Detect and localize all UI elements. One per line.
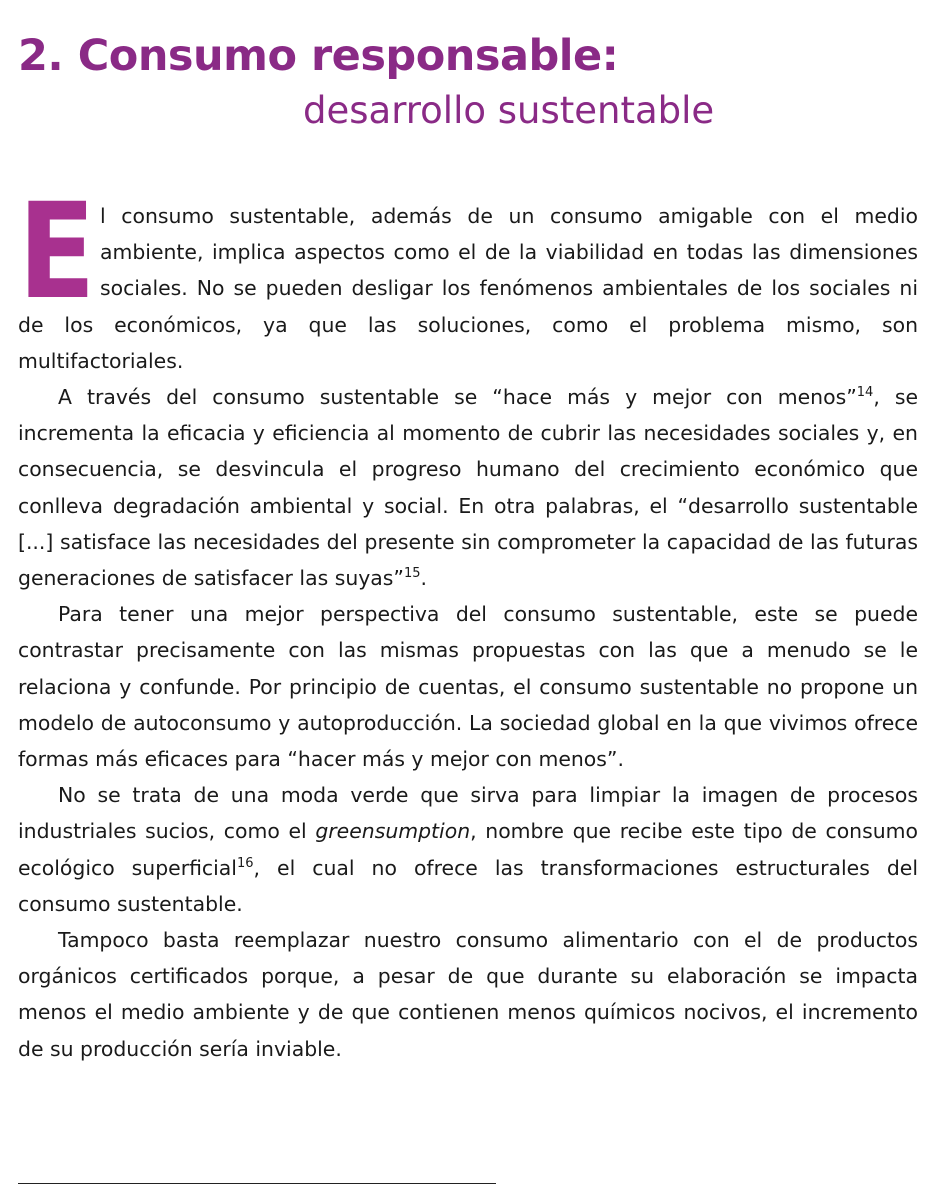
paragraph-5-text: Tampoco basta reemplazar nuestro consumo alimentario con el de productos orgánicos certificados porque, a pesar de que durante su elaboración se impacta menos el medio ambiente y de que contienen menos químicos nocivos, el incremento de su producción sería inviable.	[18, 928, 918, 1061]
footnote-ref-15: 15	[404, 566, 421, 582]
paragraph-2-text-a: A través del consumo sustentable se “hace más y mejor con menos”	[58, 385, 857, 410]
paragraph-3	[18, 596, 918, 777]
section-subtitle: desarrollo sustentable	[303, 89, 715, 132]
footnote-ref-16: 16	[236, 855, 254, 871]
paragraph-3-text: Para tener una mejor perspectiva del consumo sustentable, este se puede contrastar precisamente con las mismas propuestas con las que a menudo se le relaciona y confunde. Por principio de cuentas, el consumo sustentable no propone un modelo de autoconsumo y autoproducción. La sociedad global en la que vivimos ofrece formas más eficaces para “hacer más y mejor con menos”.	[18, 602, 918, 772]
italic-term: greensumption	[315, 819, 471, 844]
footnote-divider	[18, 1183, 496, 1184]
paragraph-2-text-c: .	[420, 566, 428, 591]
paragraph-1-text: l consumo sustentable, además de un consumo amigable con el medio ambiente, implica aspectos como el de la viabilidad en todas las dimensiones sociales. No se pueden desligar los fenómenos ambientales de los sociales ni de los económicos, ya que las soluciones, como el problema mismo, son multifactoriales.	[18, 204, 918, 373]
drop-cap: E	[18, 175, 96, 329]
section-title: 2. Consumo responsable:	[18, 31, 619, 81]
paragraph-1	[18, 175, 918, 379]
paragraph-5	[18, 922, 918, 1067]
paragraph-4-text-a: No se trata de una moda verde que sirva para limpiar la imagen de procesos industriales sucios, como el	[18, 783, 918, 844]
article-body	[18, 175, 919, 1067]
paragraph-4-text-b: , nombre que recibe este tipo de consumo ecológico superficial	[18, 819, 918, 880]
paragraph-4	[18, 777, 918, 922]
paragraph-2-text-b: , se incrementa la eficacia y eficiencia al momento de cubrir las necesidades sociales y, en consecuencia, se desvincula el progreso humano del crecimiento económico que conlleva degradación ambiental y social. En otra palabras, el “desarrollo sustentable [...] satisface las necesidades del presente sin comprometer la capacidad de las futuras generaciones de satisfacer las suyas”	[18, 385, 918, 591]
paragraph-2	[18, 379, 918, 596]
paragraph-4-text-c: , el cual no ofrece las transformaciones estructurales del consumo sustentable.	[18, 855, 919, 916]
footnote-ref-14: 14	[856, 385, 874, 401]
section-heading	[18, 28, 918, 136]
